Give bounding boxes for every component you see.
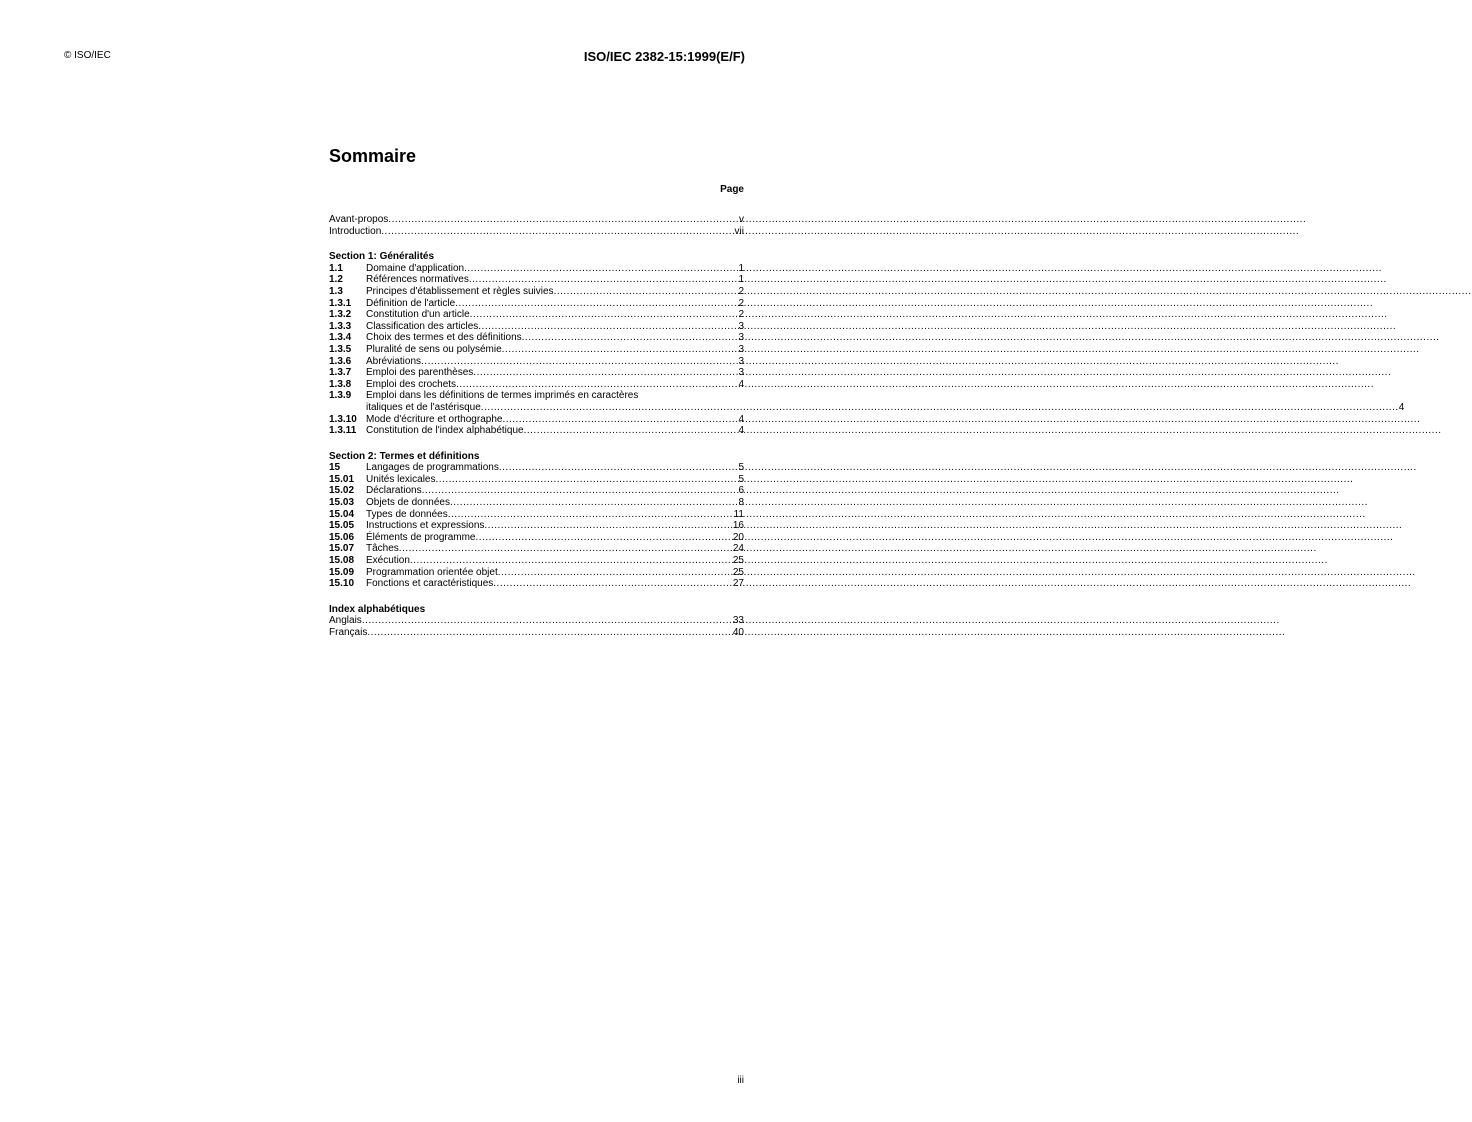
- toc-entry-page: 25: [732, 566, 744, 578]
- leader-dots: [421, 356, 738, 368]
- toc-entry[interactable]: [329, 509, 744, 521]
- leader-dots: [493, 578, 733, 590]
- toc-entry-page: 11: [733, 508, 744, 520]
- toc-entry-label: Déclarations: [366, 485, 422, 497]
- toc-entry-number: 1.3.6: [329, 355, 352, 367]
- toc-entry-label: Principes d'établissement et règles suivies: [366, 285, 554, 297]
- toc-entry[interactable]: [329, 462, 744, 474]
- toc-entry-label: Références normatives: [366, 274, 469, 286]
- toc-entry-label: Unités lexicales: [366, 473, 436, 485]
- toc-entry-label: Classification des articles: [366, 320, 479, 332]
- toc-entry-number: 1.3.5: [329, 343, 352, 355]
- toc-entry-number: 1.3.7: [329, 367, 352, 379]
- section-2-list: [329, 462, 744, 590]
- toc-entry-label: Tâches: [366, 543, 399, 555]
- leader-dots: [476, 532, 733, 544]
- index-list: [329, 615, 744, 638]
- leader-dots: [422, 485, 739, 497]
- toc-entry-page: 20: [732, 531, 744, 543]
- toc-entry-page: 2: [738, 297, 744, 309]
- index-heading: Index alphabétiques: [329, 603, 426, 615]
- toc-entry[interactable]: [329, 543, 744, 555]
- leader-dots: [554, 286, 739, 298]
- toc-entry-label: Mode d'écriture et orthographe: [366, 413, 503, 425]
- toc-entry-label: Types de données: [366, 508, 448, 520]
- toc-entry-page: 6: [738, 485, 744, 497]
- leader-dots: [455, 298, 738, 310]
- leader-dots: [473, 367, 738, 379]
- toc-entry-page: 3: [738, 343, 744, 355]
- toc-entry-label: Choix des termes et des définitions: [366, 332, 522, 344]
- toc-entry[interactable]: [329, 520, 744, 532]
- toc-entry-page: 1: [738, 274, 744, 286]
- toc-entry-number: 15: [329, 462, 341, 474]
- leader-dots: [362, 615, 733, 627]
- leader-dots: [448, 509, 734, 521]
- section-1-list: [329, 263, 744, 391]
- toc-entry-number: 15.03: [329, 497, 355, 509]
- toc-entry-label: Emploi des crochets: [366, 378, 457, 390]
- page-column-label: Page: [720, 184, 744, 195]
- leader-dots: [399, 543, 733, 555]
- leader-dots: [464, 263, 738, 275]
- toc-entry-page: v: [739, 214, 744, 225]
- toc-entry-page: 1: [738, 262, 744, 274]
- page-number: iii: [737, 1075, 744, 1086]
- toc-entry-number: 1.3.8: [329, 378, 352, 390]
- toc-entry-number: 1.3.10: [329, 413, 357, 425]
- toc-entry-number: 15.09: [329, 566, 355, 578]
- page-title: Sommaire: [329, 146, 417, 166]
- toc-entry[interactable]: [329, 414, 744, 426]
- toc-entry-introduction[interactable]: [329, 226, 744, 238]
- toc-entry-number: 1.3.1: [329, 297, 352, 309]
- toc-entry-page: vii: [734, 225, 744, 237]
- toc-entry-label: Abréviations: [366, 355, 422, 367]
- toc-entry-label: Langages de programmations: [366, 462, 499, 474]
- toc-entry-label: Français: [329, 627, 368, 638]
- leader-dots: [524, 425, 739, 437]
- leader-dots: [450, 497, 738, 509]
- toc-entry-number: 15.07: [329, 543, 355, 555]
- toc-entry[interactable]: [329, 344, 744, 356]
- toc-entry-label: Pluralité de sens ou polysémie: [366, 343, 502, 355]
- leader-dots: [381, 226, 734, 238]
- toc-entry[interactable]: [329, 298, 744, 310]
- toc-entry[interactable]: [329, 567, 744, 579]
- toc-entry-label: Constitution de l'index alphabétique: [366, 425, 524, 437]
- toc-entry-label: Emploi des parenthèses: [366, 367, 474, 379]
- section-2-heading: Section 2: Termes et définitions: [329, 450, 480, 462]
- leader-dots: [456, 379, 738, 391]
- toc-entry-label: Avant-propos: [329, 214, 389, 225]
- toc-entry-page: 2: [738, 309, 744, 321]
- toc-entry-1-3-9[interactable]: [329, 390, 1405, 413]
- toc-entry-foreword[interactable]: [329, 214, 744, 226]
- toc-entry[interactable]: [329, 615, 744, 627]
- toc-entry-number: 15.04: [329, 508, 355, 520]
- toc-entry-number: 15.05: [329, 520, 355, 532]
- table-of-contents: [329, 214, 1405, 639]
- toc-entry-page: 4: [738, 413, 744, 425]
- toc-entry[interactable]: [329, 332, 744, 344]
- toc-entry[interactable]: [329, 532, 744, 544]
- toc-entry[interactable]: [329, 485, 744, 497]
- toc-entry[interactable]: [329, 555, 744, 567]
- toc-entry[interactable]: [329, 497, 744, 509]
- toc-entry-number: 15.10: [329, 578, 355, 590]
- toc-entry-number: 15.01: [329, 473, 355, 485]
- toc-entry-page: 3: [738, 332, 744, 344]
- toc-entry[interactable]: [329, 356, 744, 368]
- toc-entry-number: 1.3: [329, 285, 343, 297]
- toc-entry-label: Introduction: [329, 225, 382, 237]
- leader-dots: [410, 555, 733, 567]
- toc-entry-number: 1.3.4: [329, 332, 352, 344]
- header-copyright: © ISO/IEC: [64, 50, 111, 61]
- leader-dots: [522, 332, 739, 344]
- toc-entry-label: Objets de données: [366, 497, 450, 509]
- toc-entry-page: 3: [738, 355, 744, 367]
- section-1-list-continued: [329, 414, 744, 437]
- toc-entry-number: 15.08: [329, 555, 355, 567]
- toc-entry-number: 15.02: [329, 485, 355, 497]
- toc-entry-page: 24: [732, 543, 744, 555]
- toc-entry-label: Définition de l'article: [366, 297, 456, 309]
- toc-entry[interactable]: [329, 627, 744, 639]
- toc-entry-number: 1.2: [329, 274, 343, 286]
- toc-entry-page: 4: [738, 378, 744, 390]
- header-standard-id: ISO/IEC 2382-15:1999(E/F): [583, 49, 745, 64]
- toc-entry[interactable]: [329, 321, 744, 333]
- toc-entry[interactable]: [329, 474, 744, 486]
- leader-dots: [470, 309, 739, 321]
- leader-dots: [388, 214, 739, 226]
- toc-entry[interactable]: [329, 367, 744, 379]
- toc-entry-page: 4: [738, 425, 744, 437]
- toc-entry-number: 1.3.3: [329, 320, 352, 332]
- toc-entry-label: Éléments de programme: [366, 531, 476, 543]
- toc-entry-page: 8: [738, 497, 744, 509]
- toc-entry-number: 1.3.9: [329, 390, 352, 402]
- leader-dots: [498, 567, 733, 579]
- leader-dots: [367, 627, 733, 639]
- toc-entry-label-line1: Emploi dans les définitions de termes imprimés en caractères: [366, 390, 639, 402]
- toc-entry-label: Programmation orientée objet: [366, 566, 498, 578]
- toc-entry-label: Domaine d'application: [366, 262, 465, 274]
- toc-entry-label-line2: italiques et de l'astérisque: [366, 401, 481, 413]
- toc-entry-page: 4: [1398, 401, 1405, 413]
- toc-entry-number: 1.1: [329, 262, 343, 274]
- toc-entry[interactable]: [329, 286, 744, 298]
- leader-dots: [478, 321, 738, 333]
- toc-entry[interactable]: [329, 578, 744, 590]
- toc-entry-page: 3: [738, 320, 744, 332]
- leader-dots: [435, 474, 738, 486]
- leader-dots: [499, 462, 739, 474]
- toc-entry-page: 40: [732, 627, 744, 638]
- leader-dots: [502, 344, 739, 356]
- toc-entry-page: 27: [732, 578, 744, 590]
- toc-entry-page: 16: [732, 520, 744, 532]
- toc-entry-page: 3: [738, 367, 744, 379]
- toc-entry-number: 1.3.11: [329, 425, 357, 437]
- toc-entry-number: 15.06: [329, 531, 355, 543]
- toc-entry-label: Exécution: [366, 555, 410, 567]
- toc-entry-page: 5: [738, 462, 744, 474]
- toc-entry[interactable]: [329, 274, 744, 286]
- toc-entry-page: 5: [738, 473, 744, 485]
- toc-entry[interactable]: [329, 263, 744, 275]
- leader-dots: [502, 414, 738, 426]
- toc-entry-page: 25: [732, 555, 744, 567]
- toc-entry-label: Instructions et expressions: [366, 520, 485, 532]
- toc-entry[interactable]: [329, 309, 744, 321]
- toc-entry-label: Anglais: [329, 615, 362, 627]
- leader-dots: [481, 402, 1399, 414]
- toc-entry-page: 33: [732, 615, 744, 627]
- toc-entry-page: 2: [738, 285, 744, 297]
- toc-entry-label: Fonctions et caractéristiques: [366, 578, 494, 590]
- toc-entry-label: Constitution d'un article: [366, 309, 470, 321]
- toc-entry[interactable]: [329, 379, 744, 391]
- leader-dots: [469, 274, 739, 286]
- section-1-heading: Section 1: Généralités: [329, 251, 435, 263]
- toc-entry-number: 1.3.2: [329, 309, 352, 321]
- toc-entry[interactable]: [329, 425, 744, 437]
- leader-dots: [484, 520, 732, 532]
